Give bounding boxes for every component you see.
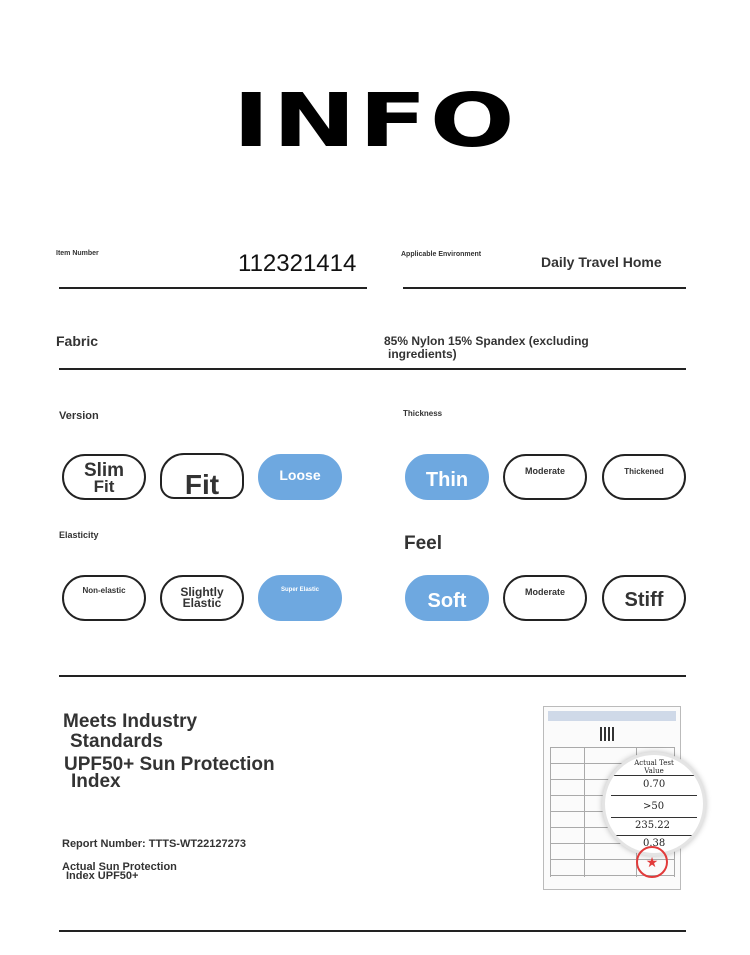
feel-label: Feel — [404, 533, 443, 554]
upf-heading — [64, 756, 275, 790]
report-header-band — [548, 711, 676, 721]
divider — [59, 287, 367, 289]
divider — [59, 368, 686, 370]
version-label: Version — [59, 410, 99, 422]
divider — [59, 675, 686, 677]
thickness-option-moderate[interactable] — [503, 454, 587, 500]
version-option-slim-fit[interactable] — [62, 454, 146, 500]
environment-value: Daily Travel Home — [541, 254, 662, 270]
magnifier-value: 0.70 — [643, 779, 666, 790]
option-text: Thin — [425, 469, 469, 491]
magnifier-value: 0.38 — [643, 838, 666, 849]
divider — [403, 287, 686, 289]
item-number-label: Item Number — [56, 250, 99, 257]
version-option-fit[interactable] — [160, 453, 244, 499]
option-text: Loose — [279, 467, 321, 483]
option-text: Soft — [427, 590, 467, 612]
report-rule — [550, 747, 674, 748]
fabric-label: Fabric — [56, 333, 99, 349]
option-text: Slim — [83, 460, 125, 481]
divider — [59, 930, 686, 932]
actual-index-line: Actual Sun Protection — [62, 861, 177, 873]
standards-line: Index — [71, 771, 121, 792]
feel-option-soft[interactable] — [405, 575, 489, 621]
magnifier-header — [605, 759, 703, 775]
elasticity-option-non-elastic[interactable] — [62, 575, 146, 621]
magnifier-value: 235.22 — [635, 820, 670, 831]
magnifier-rule — [611, 775, 697, 776]
magnifier-header-text: Value — [644, 767, 664, 775]
fabric-value-line: 85% Nylon 15% Spandex (excluding — [384, 334, 589, 348]
item-number-value: 112321414 — [238, 250, 357, 277]
magnifier-value: >50 — [643, 801, 665, 812]
option-text: Thickened — [624, 467, 664, 476]
option-text: Moderate — [524, 586, 565, 597]
report-magnifier — [602, 752, 706, 856]
standards-line: Meets Industry — [63, 711, 198, 732]
magnifier-rule — [611, 795, 697, 796]
environment-label: Applicable Environment — [401, 251, 482, 258]
option-text: Moderate — [524, 465, 565, 476]
version-option-loose[interactable] — [258, 454, 342, 500]
magnifier-header-text: Actual Test — [634, 759, 674, 767]
option-text: Elastic — [182, 596, 222, 610]
standards-line: UPF50+ Sun Protection — [64, 754, 275, 775]
feel-option-stiff[interactable] — [602, 575, 686, 621]
feel-option-moderate[interactable] — [503, 575, 587, 621]
elasticity-option-super-elastic[interactable] — [258, 575, 342, 621]
magnifier-rule — [611, 835, 697, 836]
actual-index-line: Index UPF50+ — [66, 870, 139, 882]
report-rule — [584, 747, 585, 877]
fabric-value — [384, 334, 589, 361]
thickness-label: Thickness — [403, 409, 443, 418]
elasticity-label: Elasticity — [59, 530, 99, 540]
thickness-option-thickened[interactable] — [602, 454, 686, 500]
option-text: Slightly — [180, 585, 224, 599]
standards-line: Standards — [70, 731, 163, 752]
option-text: Non-elastic — [82, 586, 126, 595]
report-number: Report Number: TTTS-WT22127273 — [62, 838, 246, 850]
option-text: Super Elastic — [280, 587, 319, 593]
standards-heading — [63, 712, 197, 752]
option-text: Fit — [184, 469, 220, 500]
report-rule — [550, 747, 551, 877]
option-text: Stiff — [624, 589, 664, 611]
option-text: Fit — [93, 477, 115, 496]
magnifier-rule — [611, 817, 697, 818]
fabric-value-line: ingredients) — [388, 347, 457, 361]
actual-index — [62, 863, 177, 881]
thickness-option-thin[interactable] — [405, 454, 489, 500]
elasticity-option-slightly-elastic[interactable] — [160, 575, 244, 621]
qr-code-icon — [600, 727, 614, 741]
certification-stamp-icon: ★ — [636, 846, 668, 878]
page-title: INFO — [232, 78, 518, 164]
